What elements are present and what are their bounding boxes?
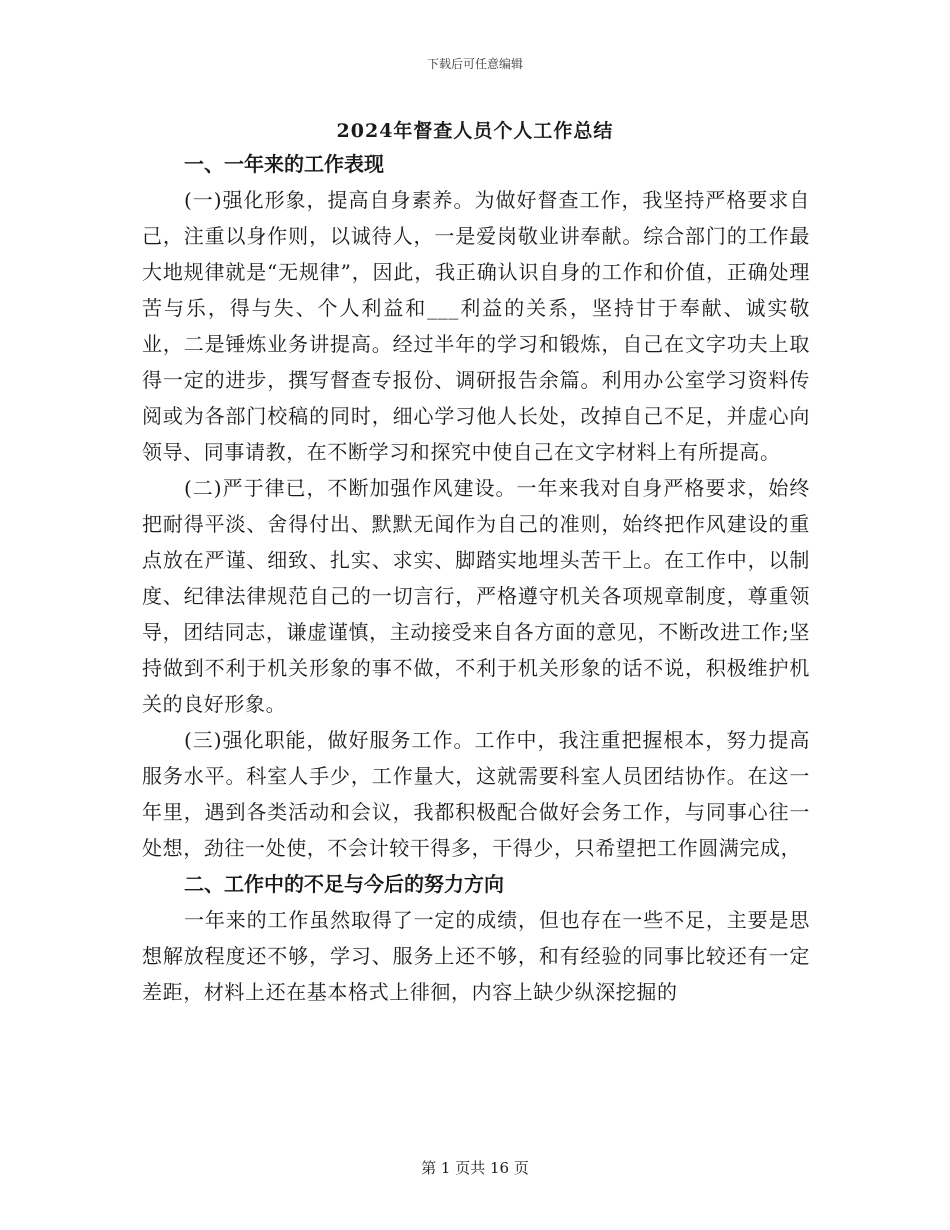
document-title: 2024年督查人员个人工作总结	[336, 120, 614, 142]
paragraph-4: 一年来的工作虽然取得了一定的成绩，但也存在一些不足，主要是思想解放程度还不够，学习、服务上还不够，和有经验的同事比较还有一定差距，材料上还在基本格式上徘徊，内容上缺少纵深挖掘的	[142, 908, 810, 1004]
document-body	[142, 146, 810, 1010]
paragraph-1: (一)强化形象，提高自身素养。为做好督查工作，我坚持严格要求自己，注重以身作则，以诚待人，一是爱岗敬业讲奉献。综合部门的工作最大地规律就是“无规律”，因此，我正确认识自身的工作和价值，正确处理苦与乐，得与失、个人利益和___利益的关系，坚持甘于奉献、诚实敬业，二是锤炼业务讲提高。经过半年的学习和锻炼，自己在文字功夫上取得一定的进步，撰写督查专报份、调研报告余篇。利用办公室学习资料传阅或为各部门校稿的同时，细心学习他人长处，改掉自己不足，并虚心向领导、同事请教，在不断学习和探究中使自己在文字材料上有所提高。	[142, 188, 810, 464]
paragraph-2: (二)严于律已，不断加强作风建设。一年来我对自身严格要求，始终把耐得平淡、舍得付出、默默无闻作为自己的准则，始终把作风建设的重点放在严谨、细致、扎实、求实、脚踏实地埋头苦干上。在工作中，以制度、纪律法律规范自己的一切言行，严格遵守机关各项规章制度，尊重领导，团结同志，谦虚谨慎，主动接受来自各方面的意见，不断改进工作;坚持做到不利于机关形象的事不做，不利于机关形象的话不说，积极维护机关的良好形象。	[142, 476, 810, 716]
page-number: 第 1 页共 16 页	[421, 1159, 529, 1177]
header-note: 下载后可任意编辑	[426, 57, 523, 71]
section-heading-2: 二、工作中的不足与今后的努力方向	[184, 872, 504, 896]
section-heading-1: 一、一年来的工作表现	[184, 152, 384, 176]
paragraph-3: (三)强化职能，做好服务工作。工作中，我注重把握根本，努力提高服务水平。科室人手少，工作量大，这就需要科室人员团结协作。在这一年里，遇到各类活动和会议，我都积极配合做好会务工作，与同事心往一处想，劲往一处使，不会计较干得多，干得少，只希望把工作圆满完成，	[142, 728, 810, 860]
